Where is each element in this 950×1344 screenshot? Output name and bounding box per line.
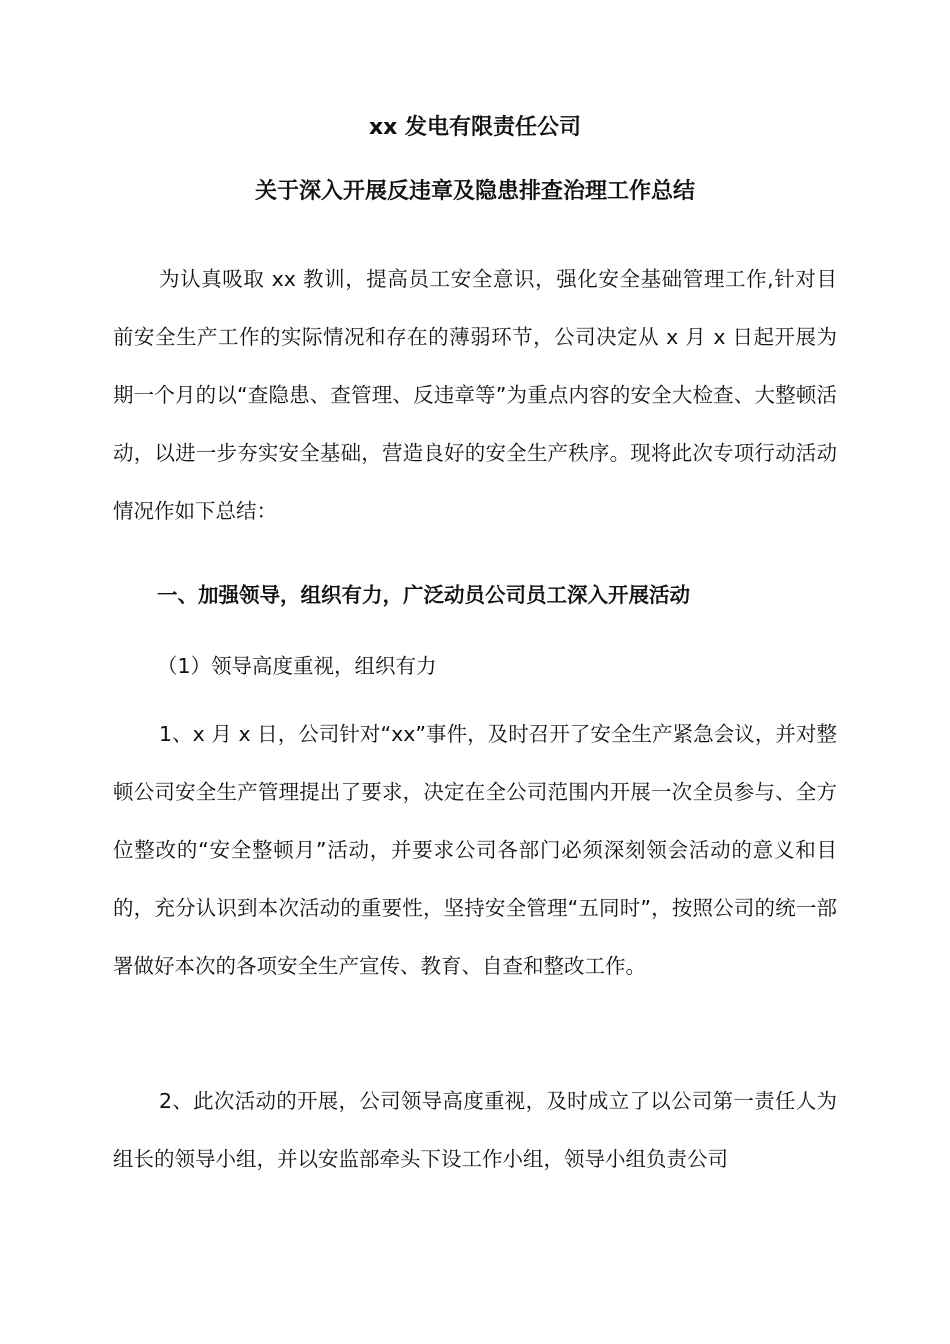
intro-paragraph: 为认真吸取 xx 教训，提高员工安全意识，强化安全基础管理工作,针对目前安全生产工作的实际情况和存在的薄弱环节，公司决定从 x 月 x 日起开展为期一个月的以“查隐患、查管理、反违章等”为重点内容的安全大检查、大整顿活动，以进一步夯实安全基础，营造良好的安全生产秩序。现将此次专项行动活动情况作如下总结： — [113, 267, 837, 523]
section-heading-1: 一、加强领导，组织有力，广泛动员公司员工深入开展活动 — [157, 583, 690, 607]
subsection-heading-1: （1）领导高度重视，组织有力 — [157, 654, 437, 678]
document-title-subject: 关于深入开展反违章及隐患排查治理工作总结 — [254, 179, 695, 204]
body-paragraph-2: 2、此次活动的开展，公司领导高度重视，及时成立了以公司第一责任人为组长的领导小组，并以安监部牵头下设工作小组，领导小组负责公司 — [113, 1089, 837, 1171]
body-paragraph-1: 1、x 月 x 日，公司针对“xx”事件，及时召开了安全生产紧急会议，并对整顿公司安全生产管理提出了要求，决定在全公司范围内开展一次全员参与、全方位整改的“安全整顿月”活动，并要求公司各部门必须深刻领会活动的意义和目的，充分认识到本次活动的重要性，坚持安全管理“五同时”，按照公司的统一部署做好本次的各项安全生产宣传、教育、自查和整改工作。 — [113, 722, 837, 978]
document-title-company: xx 发电有限责任公司 — [368, 115, 582, 140]
